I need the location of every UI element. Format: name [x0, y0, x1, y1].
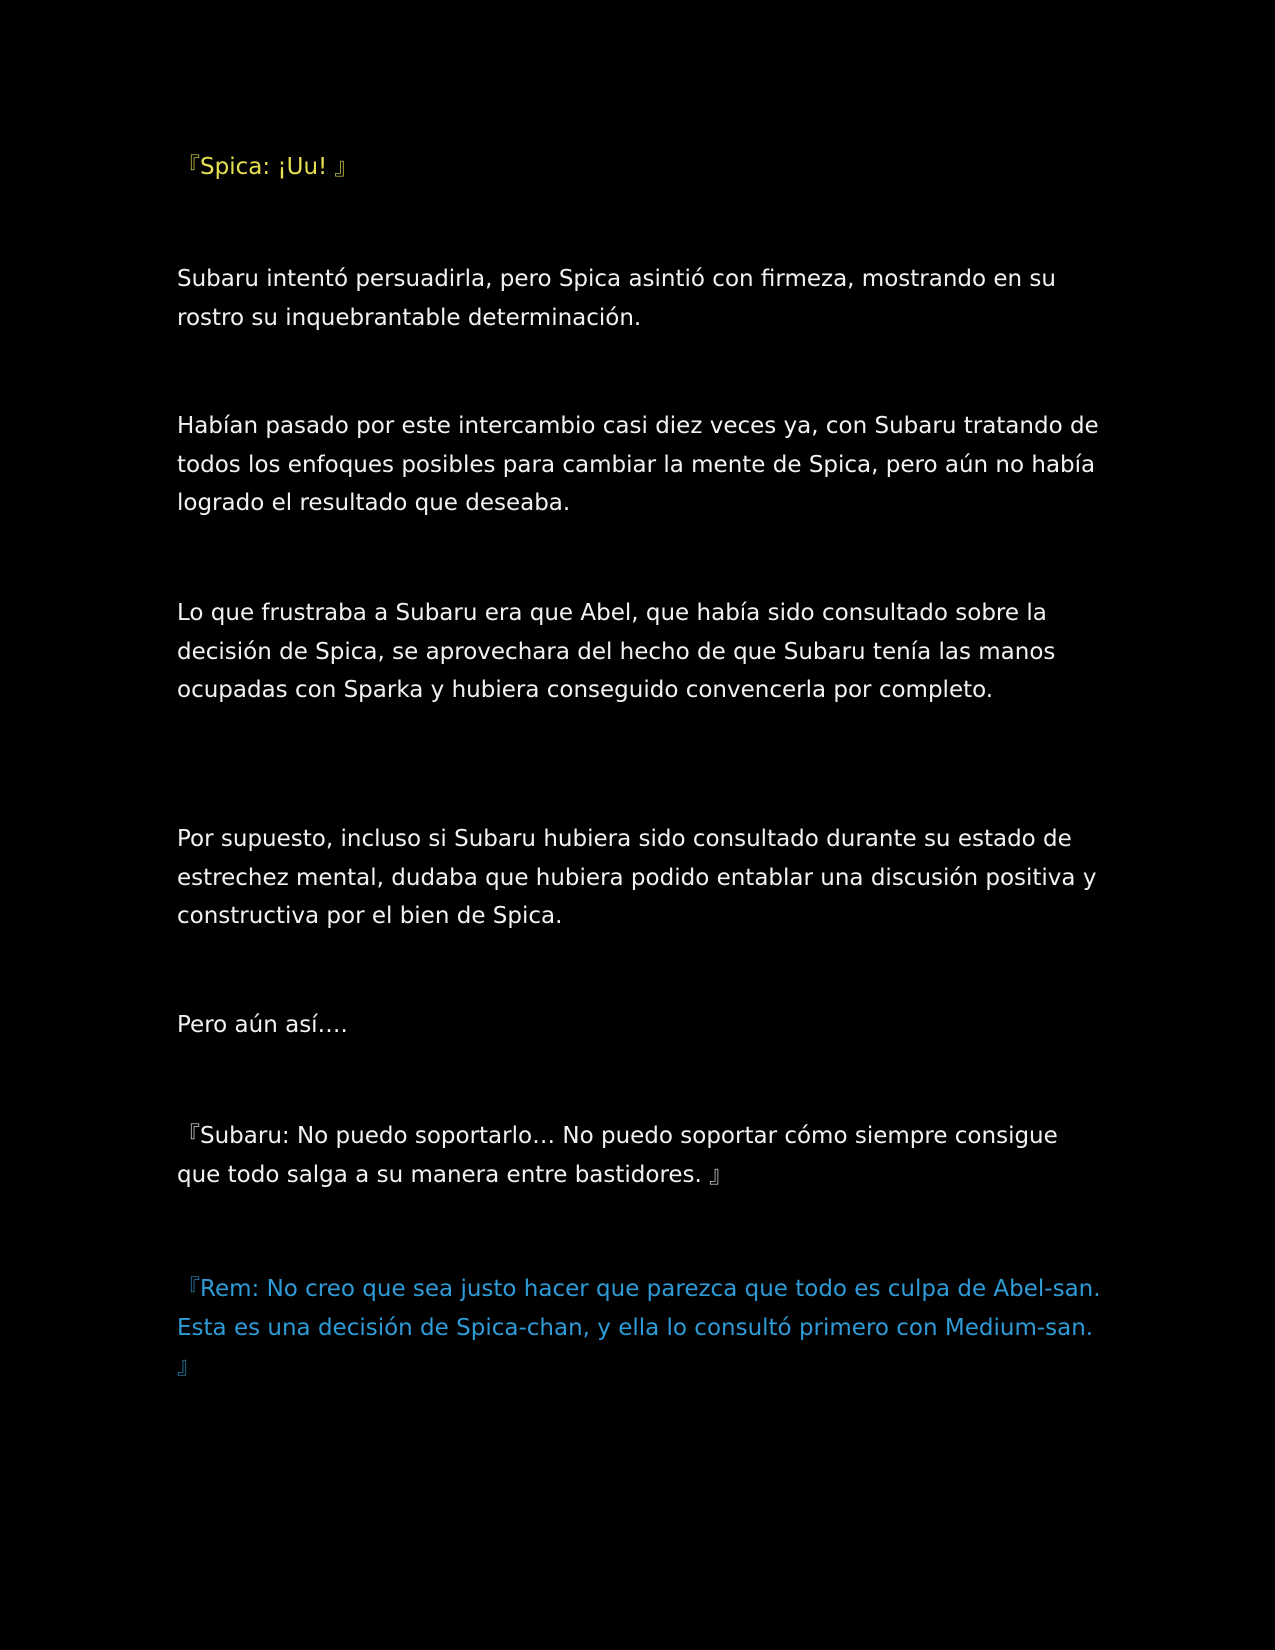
- narration-paragraph-1: Subaru intentó persuadirla, pero Spica asintió con firmeza, mostrando en su rostro su inquebrantable determinación.: [177, 266, 1064, 331]
- dialogue-rem: 『Rem: No creo que sea justo hacer que parezca que todo es culpa de Abel-san. Esta es una decisión de Spica-chan, y ella lo consultó primero con Medium-san. 』: [177, 1276, 1108, 1379]
- dialogue-spica: 『Spica: ¡Uu! 』: [177, 154, 358, 180]
- narration-paragraph-2: Habían pasado por este intercambio casi diez veces ya, con Subaru tratando de todos los enfoques posibles para cambiar la mente de Spica, pero aún no había logrado el resultado que deseaba.: [177, 413, 1107, 516]
- dialogue-subaru: 『Subaru: No puedo soportarlo… No puedo soportar cómo siempre consigue que todo salga a su manera entre bastidores. 』: [177, 1123, 1066, 1188]
- narration-paragraph-5: Pero aún así….: [177, 1012, 348, 1038]
- narration-paragraph-4: Por supuesto, incluso si Subaru hubiera sido consultado durante su estado de estrechez mental, dudaba que hubiera podido entablar una discusión positiva y constructiva por el bien de Spica.: [177, 826, 1104, 929]
- narration-paragraph-3: Lo que frustraba a Subaru era que Abel, que había sido consultado sobre la decisión de Spica, se aprovechara del hecho de que Subaru tenía las manos ocupadas con Sparka y hubiera conseguido convencerla por completo.: [177, 600, 1063, 703]
